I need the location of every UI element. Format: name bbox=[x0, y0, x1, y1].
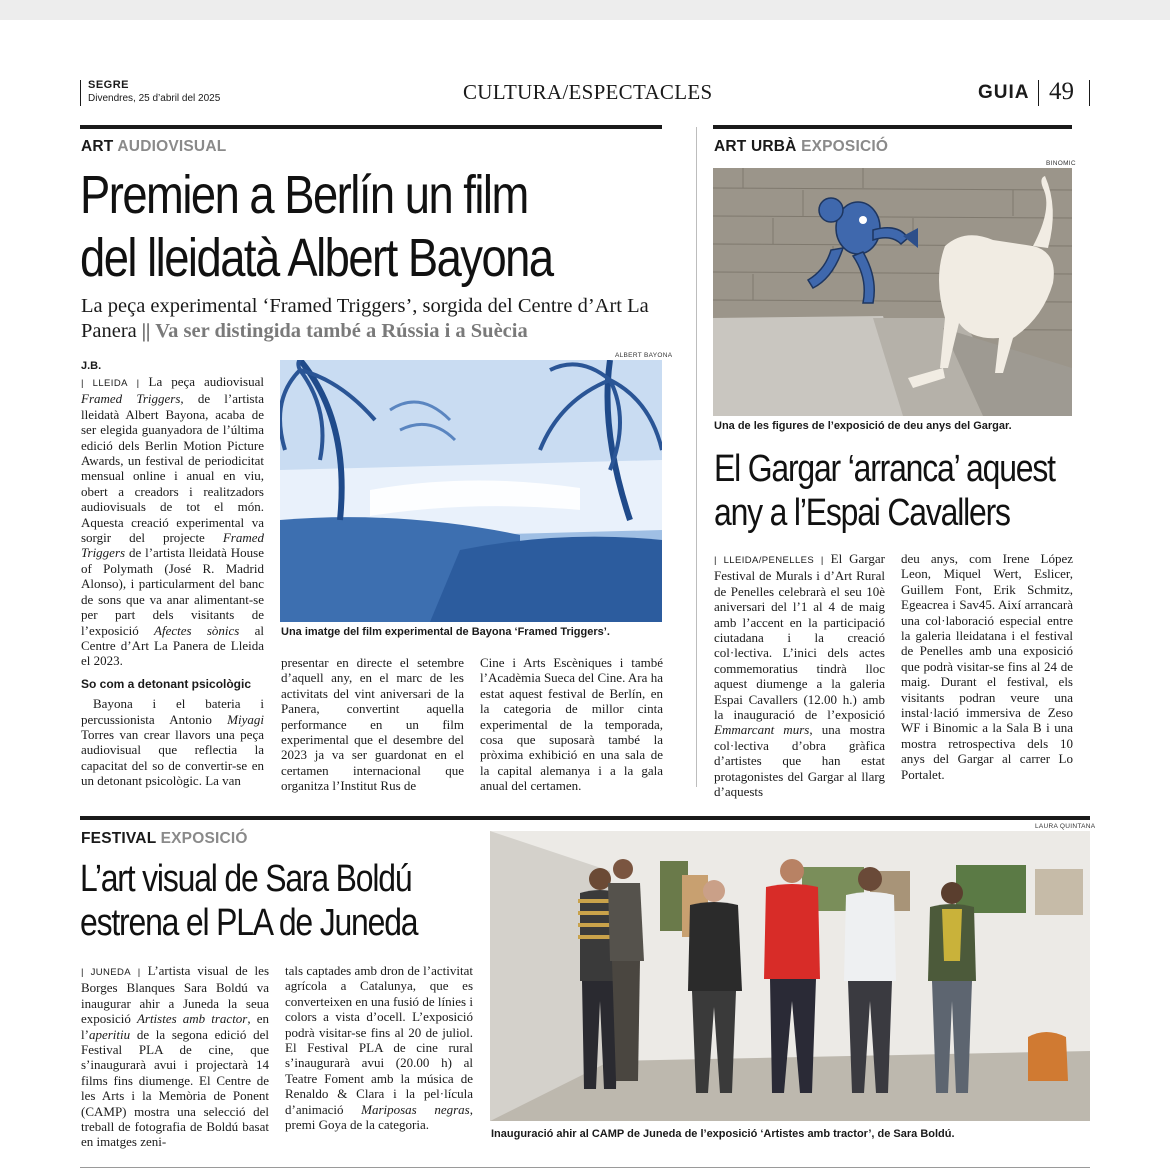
article1-location: LLEIDA bbox=[92, 378, 128, 389]
article3-photo bbox=[490, 831, 1090, 1121]
article2-top-rule bbox=[713, 125, 1072, 129]
article1-column-3: Cine i Arts Escèniques i també l’Acadèmia Sueca del Cine. Ara ha estat aquest festival de Berlín, en la categoria de millor cinta experimental de la temporada, cosa que suposarà també la pròxima exhibició en una sala de la capital alemanya i a la gala anual del certamen. bbox=[480, 655, 663, 794]
article2-photo bbox=[713, 168, 1072, 416]
article2-column-1: | LLEIDA/PENELLES | El Gargar Festival de Murals i d’Art Rural de Penelles celebrarà el seu 10è aniversari del l’1 al 4 de maig amb l’accent en la participació ciutadana i la creació col·lectiva. L’inici dels actes commemoratius tindrà lloc aquest diumenge a la galeria Espai Cavallers (12.00 h.) amb la inauguració de l’exposició Emmarcant murs, una mostra col·lectiva d’obra gràfica d’artistes que han estat protagonistes del Gargar al llarg d’aquests bbox=[714, 551, 886, 800]
article1-photo bbox=[280, 360, 662, 622]
article3-kicker: FESTIVAL EXPOSICIÓ bbox=[81, 830, 248, 847]
masthead bbox=[80, 78, 1090, 108]
article1-top-rule bbox=[80, 125, 662, 129]
article1-column-1: | LLEIDA | La peça audiovisual Framed Triggers, de l’artista lleidatà Albert Bayona, acaba de ser elegida guanyadora de l’última edició dels Berlin Motion Picture Awards, un festival de periodicitat mensual online i anual en viu, obert a creadors i realitzadors audiovisuals de tot el món. Aquesta creació experimental va sorgir del projecte Framed Triggers de l’artista lleidatà House of Polymath (José R. Madrid Alonso), i particularment del banc de sons que va anar alimentant-se per part dels visitants de l’exposició Afectes sònics al Centre d’Art La Panera de Lleida el 2023. So com a detonant psicològic Bayona i el bateria i percussionista Antonio Miyagi Torres van crear llavors una peça audiovisual que reflectia la capacitat del so de convertir-se en un detonant psicològic. La van bbox=[81, 374, 265, 789]
article1-kicker: ART AUDIOVISUAL bbox=[81, 138, 227, 155]
article3-top-rule bbox=[80, 816, 1090, 820]
masthead-date: Divendres, 25 d’abril del 2025 bbox=[88, 93, 221, 104]
article1-deck: La peça experimental ‘Framed Triggers’, sorgida del Centre d’Art La Panera || Va ser distingida també a Rússia i a Suècia bbox=[81, 295, 649, 342]
article2-photo-caption: Una de les figures de l’exposició de deu anys del Gargar. bbox=[714, 420, 1012, 432]
column-divider bbox=[696, 127, 697, 787]
article2-headline: El Gargar ‘arranca’ aquest any a l’Espai Cavallers bbox=[714, 448, 1055, 534]
article3-location: JUNEDA bbox=[90, 967, 132, 978]
article2-photo-credit: BINOMIC bbox=[1046, 160, 1076, 167]
section-title: CULTURA/ESPECTACLES bbox=[463, 80, 713, 104]
top-band bbox=[0, 0, 1170, 20]
masthead-brand: SEGRE bbox=[88, 79, 130, 91]
article2-kicker: ART URBÀ EXPOSICIÓ bbox=[714, 138, 889, 155]
article3-column-1: | JUNEDA | L’artista visual de les Borges Blanques Sara Boldú va inaugurar ahir a Juneda la seua exposició Artistes amb tractor, en l’aperitiu de la segona edició del Festival PLA de cine, que s’inaugurarà avui i projectarà 14 films fins diumenge. El Centre de les Arts i la Memòria de Ponent (CAMP) mostra una selecció del treball de fotografia de Boldú basat en imatges zeni- bbox=[81, 963, 270, 1150]
article1-photo-credit: ALBERT BAYONA bbox=[615, 352, 673, 359]
article3-photo-credit: LAURA QUINTANA bbox=[1035, 823, 1096, 830]
page-number: 49 bbox=[1049, 78, 1074, 105]
article1-photo-caption: Una imatge del film experimental de Bayona ‘Framed Triggers’. bbox=[281, 626, 610, 638]
guide-label: GUIA bbox=[978, 82, 1030, 103]
article3-photo-caption: Inauguració ahir al CAMP de Juneda de l’exposició ‘Artistes amb tractor’, de Sara Boldú. bbox=[491, 1128, 955, 1140]
article2-column-2: deu anys, com Irene López Leon, Miquel Wert, Eslicer, Guillem Font, Erik Schmitz, Egeacrea i Sav45. Així arrancarà una col·laboració especial entre la galeria lleidatana i el festival de Penelles amb una exposició que podrà visitar-se fins al 24 de maig. Durant el festival, els visitants podran veure una instal·lació immersiva de Zeso WF i Binomic a la Sala B i una mostra retrospectiva dels 10 anys del Gargar al carrer Lo Portalet. bbox=[901, 551, 1073, 782]
article1-author: J.B. bbox=[81, 360, 102, 372]
article3-headline: L’art visual de Sara Boldú estrena el PLA de Juneda bbox=[80, 858, 418, 944]
page-bottom-rule bbox=[80, 1167, 1090, 1168]
article2-location: LLEIDA/PENELLES bbox=[723, 555, 815, 566]
article1-column-2: presentar en directe el setembre d’aquell any, en el marc de les activitats del vint aniversari de la Panera, convertint aquella performance en un film experimental que el desembre del 2023 ja va ser guardonat en el certamen internacional que organitza l’Institut Rus de bbox=[281, 655, 464, 794]
article1-headline: Premien a Berlín un film del lleidatà Albert Bayona bbox=[80, 165, 553, 288]
article1-subhead: So com a detonant psicològic bbox=[81, 676, 252, 691]
article3-column-2: tals captades amb dron de l’activitat agrícola a Catalunya, que es converteixen en una fusió de línies i colors a vista d’ocell. L’exposició podrà visitar-se fins al 20 de juliol. El Festival PLA de cine rural s’inaugurarà avui (20.00 h) al Teatre Foment amb la música de Renaldo & Clara i la pel·lícula d’animació Mariposas negras, premi Goya de la categoria. bbox=[285, 963, 473, 1133]
